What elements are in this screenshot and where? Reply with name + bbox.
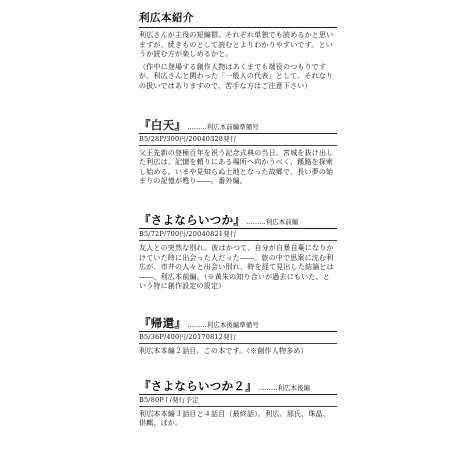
entry-subtitle: ………利広本前編 — [246, 217, 299, 226]
entry-title: 『さよならいつか２』 — [139, 378, 257, 393]
intro-note: （作中に登場する創作人物はあくまでも端役のつもりですが、利広さんと関わった「一般人の代表」として、それなりの扱いではありますので、苦手な方はご注意下さい） — [139, 62, 334, 90]
entry-hakuten — [139, 118, 337, 187]
entry-description: 父王先新の登極百年を祝う記念式典の当日。宮城を抜け出した利広は、記憶を頼りにある場所へ向かうべく、蹊路を探索し始める。いまや見知らぬ土地となった故郷で、長い夢の始まりの記憶が甦り――。番外編。 — [139, 148, 334, 186]
entry-title-row — [139, 316, 337, 332]
entry-meta: B5/72P/700円/20040821発行 — [139, 229, 337, 241]
entry-title-row — [139, 379, 337, 395]
entry-title: 『白天』 — [139, 117, 187, 132]
entry-sayonara-itsuka-2 — [139, 379, 337, 429]
entry-subtitle: ………利広本前編準備号 — [187, 122, 259, 131]
entry-description: 利広本本編３話目と４話目（最終話）。利広、那氏、珠晶、供麒、ほか。 — [139, 409, 330, 428]
entry-description: 友人との突然な別れ。彼はかつて、自分が自暴自棄になりかけていた時に出会った人だった――。旅の中で思案に沈む利広が、市井の人々と出会い別れ、時を経て見出した結論とは――。利広本前編。（※黄朱の知り合いが過去にもいた、という特に創作設定の設定） — [139, 243, 334, 291]
entry-title-row — [139, 118, 337, 134]
entry-meta: B5/28P/300円/20040328発行 — [139, 134, 337, 146]
intro-heading: 利広本紹介 — [139, 12, 337, 28]
entry-subtitle: ………利広本後編準備号 — [187, 320, 259, 329]
intro-paragraph: 利広さんが主役の短編群。それぞれ単独でも読めるかと思いますが、続きものとして読むとよりわかりやすいです。というか読む方が楽しめるかと。 — [139, 31, 334, 59]
entry-sayonara-itsuka — [139, 213, 337, 292]
entry-subtitle: ………利広本後編 — [258, 383, 310, 392]
content-column — [139, 12, 337, 429]
entry-description: 利広本本編２話目。この本です。（※創作人物多め） — [139, 346, 308, 355]
entry-title: 『さよならいつか』 — [139, 212, 246, 227]
entry-meta: B5/36P/400円/20170812発行 — [139, 332, 337, 344]
entry-kikan — [139, 316, 337, 357]
entry-title-row — [139, 213, 337, 229]
intro-section — [139, 12, 337, 92]
entry-title: 『帰還』 — [139, 315, 187, 330]
entry-meta: B5/80P↑/発行予定 — [139, 395, 337, 407]
